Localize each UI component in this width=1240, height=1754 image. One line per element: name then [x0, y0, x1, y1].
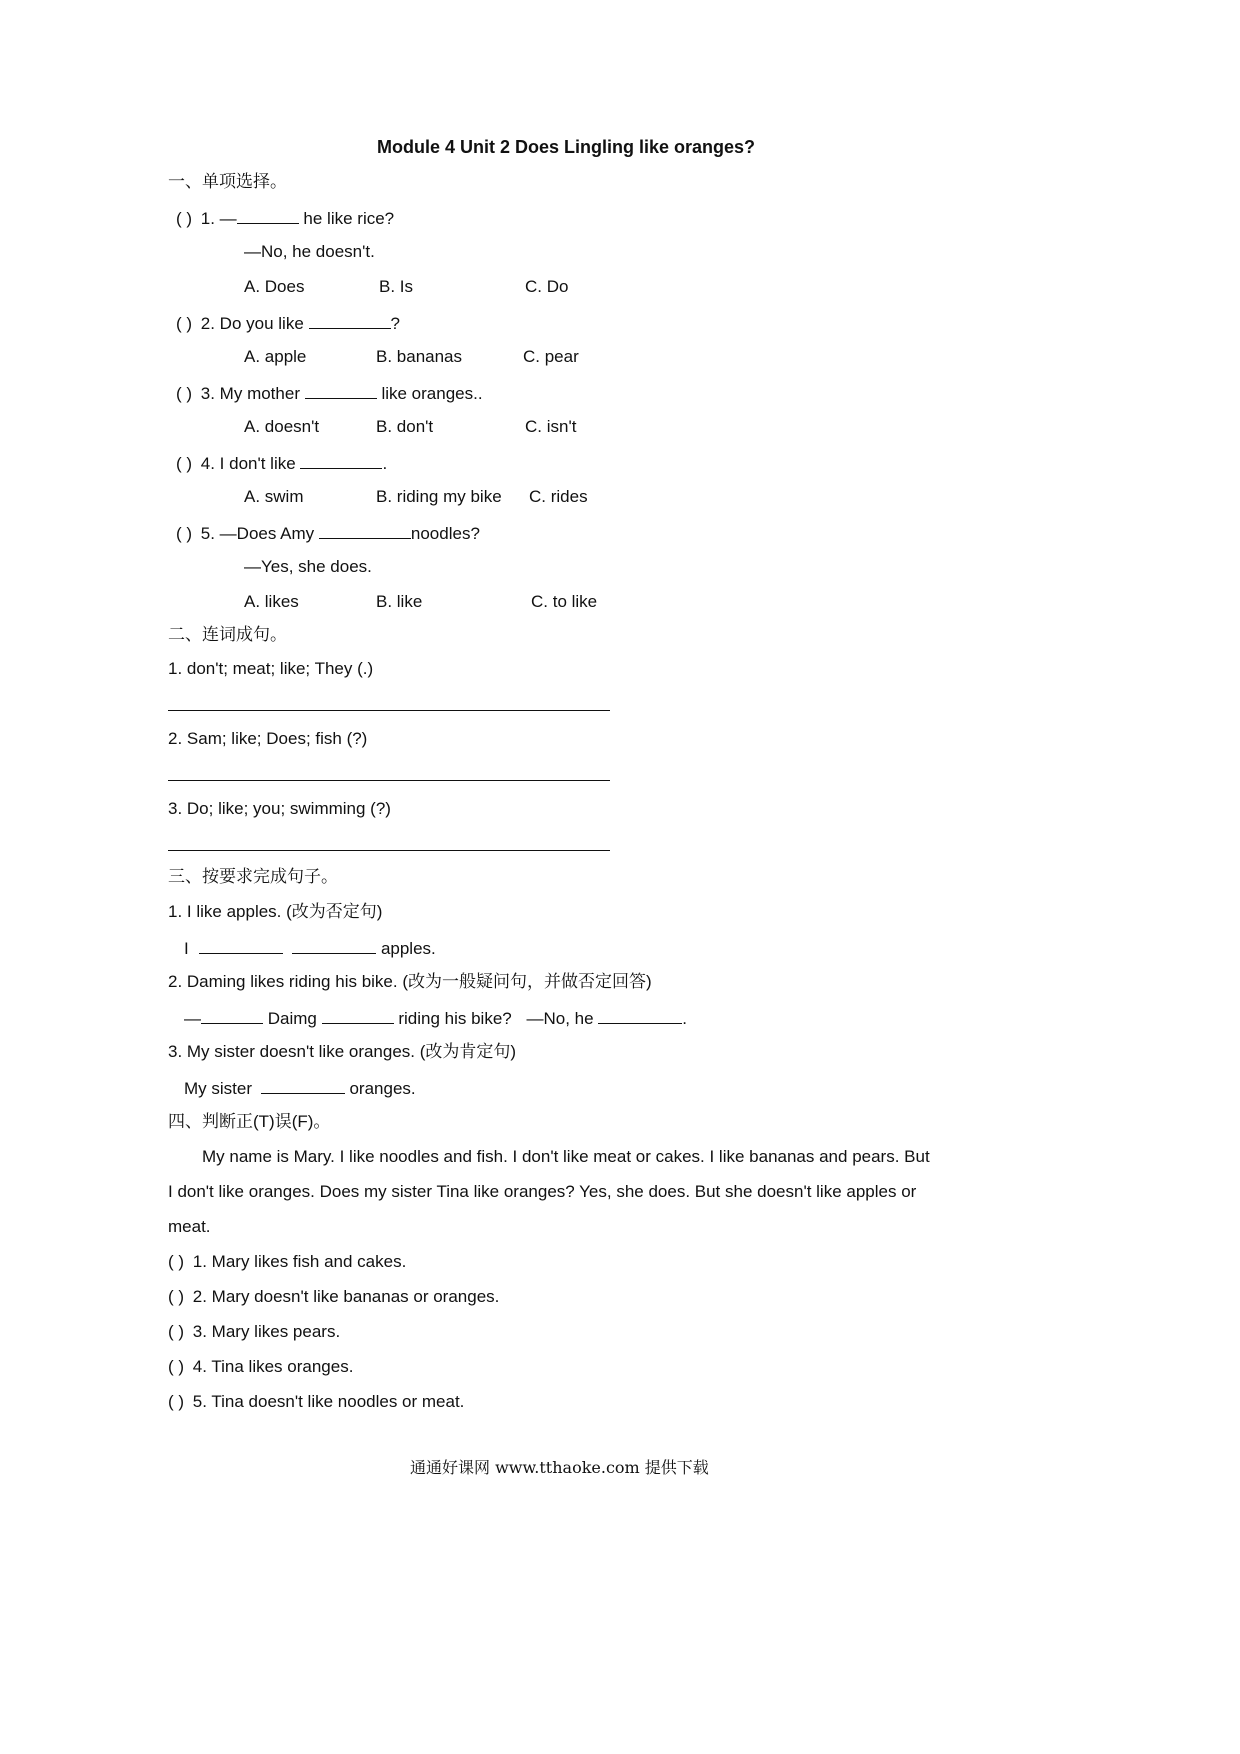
- question-text: noodles?: [410, 524, 480, 543]
- order-question-3: 3. Do; like; you; swimming (?): [168, 799, 391, 818]
- answer-blank[interactable]: [319, 521, 411, 539]
- mc-question-3: [176, 381, 483, 405]
- answer-paren[interactable]: ( ): [168, 1252, 185, 1271]
- answer-paren[interactable]: ( ): [168, 1322, 185, 1341]
- option-c: C. isn't: [525, 417, 577, 436]
- transform-answer-3: My sister oranges.: [184, 1076, 416, 1100]
- section-heading-1: 一、单项选择。: [168, 172, 287, 191]
- answer-blank[interactable]: [237, 206, 299, 224]
- answer-paren[interactable]: ( ): [176, 209, 193, 228]
- answer-blank[interactable]: [322, 1006, 394, 1024]
- answer-paren[interactable]: ( ): [168, 1392, 185, 1411]
- transform-answer-1: I apples.: [184, 936, 436, 960]
- option-c: C. pear: [523, 347, 579, 366]
- question-text: 2. Do you like: [200, 314, 304, 333]
- section-heading-4: 四、判断正(T)误(F)。: [168, 1112, 331, 1131]
- mc-answer-line-5: —Yes, she does.: [244, 557, 372, 576]
- option-b: B. like: [376, 592, 423, 611]
- question-text: 5. —Does Amy: [200, 524, 315, 543]
- passage-line-3: meat.: [168, 1217, 211, 1236]
- question-text: 4. I don't like: [200, 454, 296, 473]
- option-a: A. swim: [244, 487, 304, 506]
- tf-question-3: ( ) 3. Mary likes pears.: [168, 1322, 341, 1341]
- answer-paren[interactable]: ( ): [168, 1357, 185, 1376]
- answer-line[interactable]: [168, 710, 610, 711]
- answer-blank[interactable]: [598, 1006, 682, 1024]
- option-c: C. Do: [525, 277, 569, 296]
- question-text: ?: [390, 314, 400, 333]
- option-a: A. doesn't: [244, 417, 320, 436]
- answer-blank[interactable]: [305, 381, 377, 399]
- answer-paren[interactable]: ( ): [176, 384, 193, 403]
- option-b: B. Is: [379, 277, 414, 296]
- answer-blank[interactable]: [199, 936, 283, 954]
- tf-question-2: ( ) 2. Mary doesn't like bananas or oranges.: [168, 1287, 500, 1306]
- question-text: 3. My mother: [200, 384, 300, 403]
- option-c: C. to like: [531, 592, 598, 611]
- transform-question-3: 3. My sister doesn't like oranges. (改为肯定句): [168, 1042, 517, 1061]
- answer-paren[interactable]: ( ): [176, 454, 193, 473]
- order-question-2: 2. Sam; like; Does; fish (?): [168, 729, 368, 748]
- section-heading-2: 二、连词成句。: [168, 625, 287, 644]
- mc-question-4: [176, 451, 387, 475]
- question-text: .: [382, 454, 388, 473]
- option-a: A. apple: [244, 347, 307, 366]
- answer-paren[interactable]: ( ): [176, 524, 193, 543]
- answer-paren[interactable]: ( ): [168, 1287, 185, 1306]
- answer-blank[interactable]: [292, 936, 376, 954]
- section-heading-3: 三、按要求完成句子。: [168, 867, 338, 886]
- answer-blank[interactable]: [261, 1076, 345, 1094]
- option-c: C. rides: [529, 487, 588, 506]
- option-a: A. likes: [244, 592, 299, 611]
- mc-question-2: [176, 311, 400, 335]
- option-b: B. riding my bike: [376, 487, 502, 506]
- answer-paren[interactable]: ( ): [176, 314, 193, 333]
- question-text: like oranges..: [381, 384, 483, 403]
- order-question-1: 1. don't; meat; like; They (.): [168, 659, 374, 678]
- answer-blank[interactable]: [201, 1006, 263, 1024]
- page-title: Module 4 Unit 2 Does Lingling like oranges?: [377, 137, 756, 157]
- tf-question-5: ( ) 5. Tina doesn't like noodles or meat.: [168, 1392, 465, 1411]
- passage-line-1: My name is Mary. I like noodles and fish. I don't like meat or cakes. I like bananas and pears. But: [202, 1147, 930, 1166]
- answer-blank[interactable]: [309, 311, 391, 329]
- option-b: B. bananas: [376, 347, 463, 366]
- option-b: B. don't: [376, 417, 434, 436]
- passage-line-2: I don't like oranges. Does my sister Tina like oranges? Yes, she does. But she doesn't like apples or: [168, 1182, 917, 1201]
- answer-blank[interactable]: [300, 451, 382, 469]
- transform-answer-2: — Daimg riding his bike? —No, he .: [184, 1006, 687, 1030]
- page-footer: 通通好课网 www.tthaoke.com 提供下载: [410, 1458, 709, 1477]
- question-text: he like rice?: [303, 209, 395, 228]
- mc-question-1: [176, 206, 394, 230]
- transform-question-1: 1. I like apples. (改为否定句): [168, 902, 383, 921]
- option-a: A. Does: [244, 277, 305, 296]
- answer-line[interactable]: [168, 850, 610, 851]
- transform-question-2: 2. Daming likes riding his bike. (改为一般疑问句，并做否定回答): [168, 972, 652, 991]
- answer-line[interactable]: [168, 780, 610, 781]
- tf-question-1: ( ) 1. Mary likes fish and cakes.: [168, 1252, 407, 1271]
- mc-question-5: [176, 521, 480, 545]
- tf-question-4: ( ) 4. Tina likes oranges.: [168, 1357, 354, 1376]
- mc-answer-line-1: —No, he doesn't.: [244, 242, 375, 261]
- question-text: 1. —: [200, 209, 237, 228]
